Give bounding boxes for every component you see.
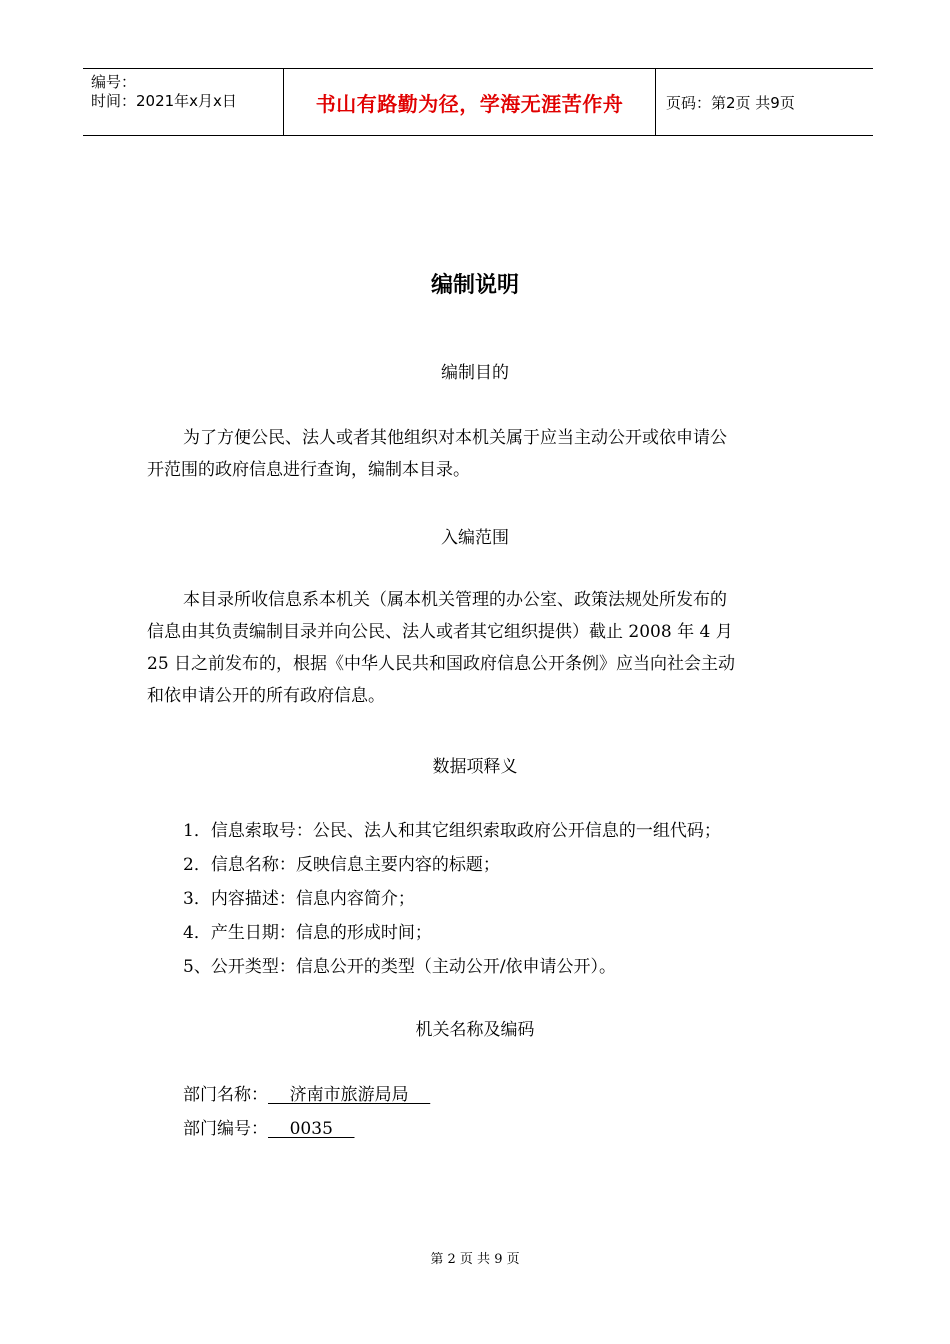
paragraph-line: 25 日之前发布的，根据《中华人民共和国政府信息公开条例》应当向社会主动	[147, 654, 736, 674]
section-heading-purpose: 编制目的	[441, 363, 509, 383]
header-number-label: 编号：	[91, 73, 137, 91]
list-item: 3．内容描述：信息内容简介；	[183, 889, 415, 909]
document-title: 编制说明	[430, 273, 519, 298]
paragraph-scope	[147, 584, 807, 712]
section-heading-definitions: 数据项释义	[432, 757, 518, 777]
paragraph-purpose	[147, 422, 807, 486]
paragraph-line: 信息由其负责编制目录并向公民、法人或者其它组织提供）截止 2008 年 4 月	[147, 622, 733, 642]
header-motto: 书山有路勤为径，学海无涯苦作舟	[284, 69, 656, 135]
header-page-label: 页码：第2页 共9页	[666, 93, 795, 112]
list-item: 4．产生日期：信息的形成时间；	[183, 923, 432, 943]
section-heading-scope: 入编范围	[441, 528, 509, 548]
dept-name-label: 部门名称：	[183, 1085, 268, 1105]
paragraph-line: 开范围的政府信息进行查询，编制本目录。	[147, 460, 470, 480]
dept-code-row	[183, 1114, 355, 1139]
list-item: 1．信息索取号：公民、法人和其它组织索取政府公开信息的一组代码；	[183, 821, 721, 841]
dept-name-value: 济南市旅游局局	[268, 1085, 431, 1105]
header-time-label: 时间：2021年x月x日	[91, 92, 237, 110]
definitions-list	[183, 814, 721, 984]
section-heading-agency: 机关名称及编码	[415, 1020, 535, 1040]
list-item: 2．信息名称：反映信息主要内容的标题；	[183, 855, 500, 875]
paragraph-line: 本目录所收信息系本机关（属本机关管理的办公室、政策法规处所发布的	[183, 590, 727, 610]
dept-code-label: 部门编号：	[183, 1119, 268, 1139]
paragraph-line: 和依申请公开的所有政府信息。	[147, 686, 385, 706]
dept-code-value: 0035	[268, 1119, 355, 1139]
list-item: 5、公开类型：信息公开的类型（主动公开/依申请公开）。	[183, 957, 617, 977]
dept-name-row	[183, 1080, 430, 1105]
paragraph-line: 为了方便公民、法人或者其他组织对本机关属于应当主动公开或依申请公	[183, 428, 727, 448]
page-footer: 第 2 页 共 9 页	[430, 1252, 520, 1267]
page-header	[83, 68, 873, 136]
header-info-cell	[83, 69, 284, 135]
